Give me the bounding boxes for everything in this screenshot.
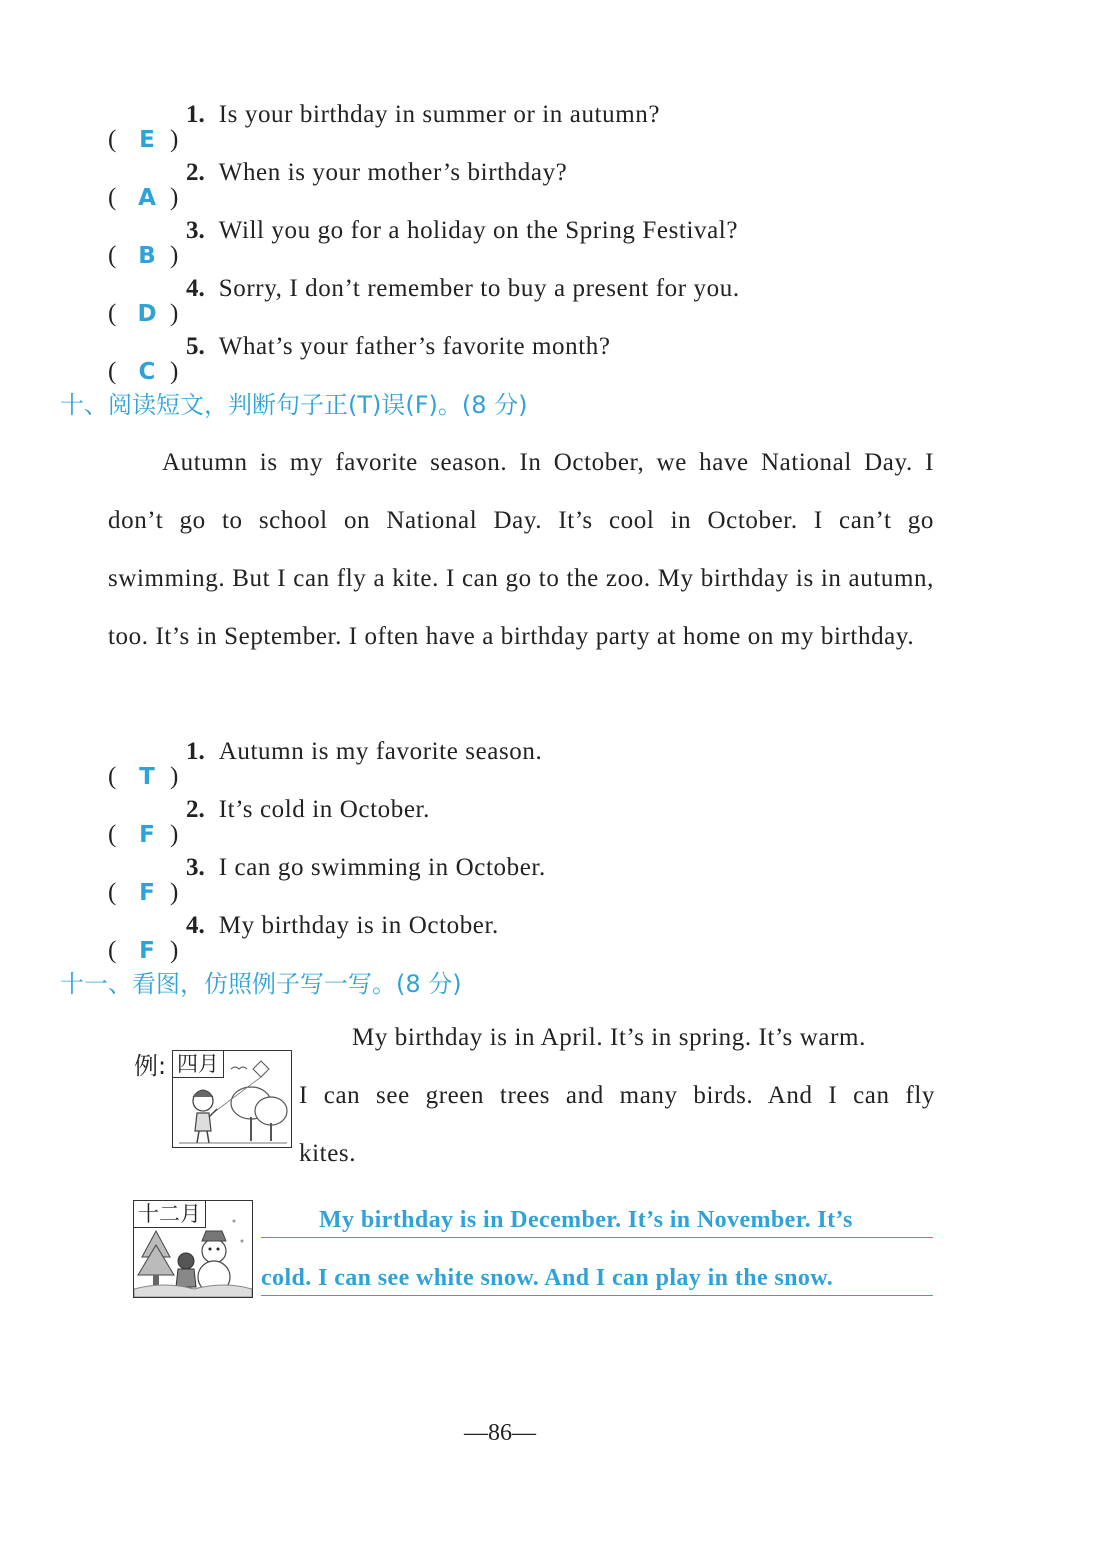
- question-row: ( E ) 1. Is your birthday in summer or in autumn?: [108, 97, 660, 133]
- question-row: ( A ) 2. When is your mother’s birthday?: [108, 155, 567, 191]
- question-number: 4.: [186, 275, 205, 302]
- answer-letter: D: [137, 301, 157, 327]
- question-number: 3.: [186, 854, 205, 881]
- question-row: ( T ) 1. Autumn is my favorite season.: [108, 734, 542, 770]
- question-row: ( B ) 3. Will you go for a holiday on the Spring Festival?: [108, 213, 738, 249]
- question-text: Will you go for a holiday on the Spring Festival?: [218, 217, 739, 244]
- answer-letter: F: [139, 880, 155, 906]
- section-title: 十、阅读短文，判断句子正(T)误(F)。(8 分): [60, 391, 528, 419]
- example-line: I can see green trees and many birds. And I can fly: [299, 1082, 935, 1109]
- reading-passage: [108, 434, 934, 666]
- question-text: Autumn is my favorite season.: [218, 738, 543, 765]
- question-text: When is your mother’s birthday?: [218, 159, 568, 186]
- page-number: —86—: [464, 1420, 536, 1446]
- written-answer-text: My birthday is in December. It’s in November. It’s: [319, 1207, 853, 1233]
- question-number: 3.: [186, 217, 205, 244]
- answer-letter: T: [139, 764, 155, 790]
- task-picture: [133, 1200, 253, 1298]
- question-row: ( F ) 2. It’s cold in October.: [108, 792, 430, 828]
- question-row: ( D ) 4. Sorry, I don’t remember to buy a present for you.: [108, 271, 740, 307]
- example-line: My birthday is in April. It’s in spring. It’s warm.: [352, 1024, 866, 1051]
- question-row: ( F ) 3. I can go swimming in October.: [108, 850, 546, 886]
- example-picture: [172, 1050, 292, 1148]
- question-row: ( F ) 4. My birthday is in October.: [108, 908, 499, 944]
- answer-letter: F: [139, 938, 155, 964]
- question-text: It’s cold in October.: [218, 796, 430, 823]
- written-answer-line: [261, 1203, 933, 1238]
- answer-letter: B: [138, 243, 156, 269]
- month-tag: 十二月: [134, 1201, 206, 1228]
- question-text: Sorry, I don’t remember to buy a present for you.: [218, 275, 740, 302]
- written-answer-text: cold. I can see white snow. And I can play in the snow.: [261, 1265, 834, 1291]
- question-number: 5.: [186, 333, 205, 360]
- question-number: 1.: [186, 101, 205, 128]
- question-text: My birthday is in October.: [218, 912, 499, 939]
- written-answer-line: [261, 1261, 933, 1296]
- question-number: 1.: [186, 738, 205, 765]
- month-tag: 四月: [173, 1051, 224, 1078]
- question-text: I can go swimming in October.: [218, 854, 546, 881]
- question-number: 2.: [186, 159, 205, 186]
- example-label: 例:: [134, 1052, 167, 1080]
- question-text: Is your birthday in summer or in autumn?: [218, 101, 661, 128]
- answer-letter: F: [139, 822, 155, 848]
- question-number: 4.: [186, 912, 205, 939]
- question-number: 2.: [186, 796, 205, 823]
- answer-letter: C: [138, 359, 156, 385]
- answer-letter: A: [138, 185, 156, 211]
- example-line: kites.: [299, 1140, 357, 1167]
- question-row: ( C ) 5. What’s your father’s favorite month?: [108, 329, 611, 365]
- answer-letter: E: [139, 127, 155, 153]
- passage-text: Autumn is my favorite season. In October, we have National Day. I don’t go to school on National Day. It’s cool in October. I can’t go swimming. But I can fly a kite. I can go to the zoo. My birthday is in autumn, too. It’s in September. I often have a birthday party at home on my birthday.: [108, 449, 934, 650]
- section-title: 十一、看图，仿照例子写一写。(8 分): [60, 970, 462, 998]
- question-text: What’s your father’s favorite month?: [218, 333, 611, 360]
